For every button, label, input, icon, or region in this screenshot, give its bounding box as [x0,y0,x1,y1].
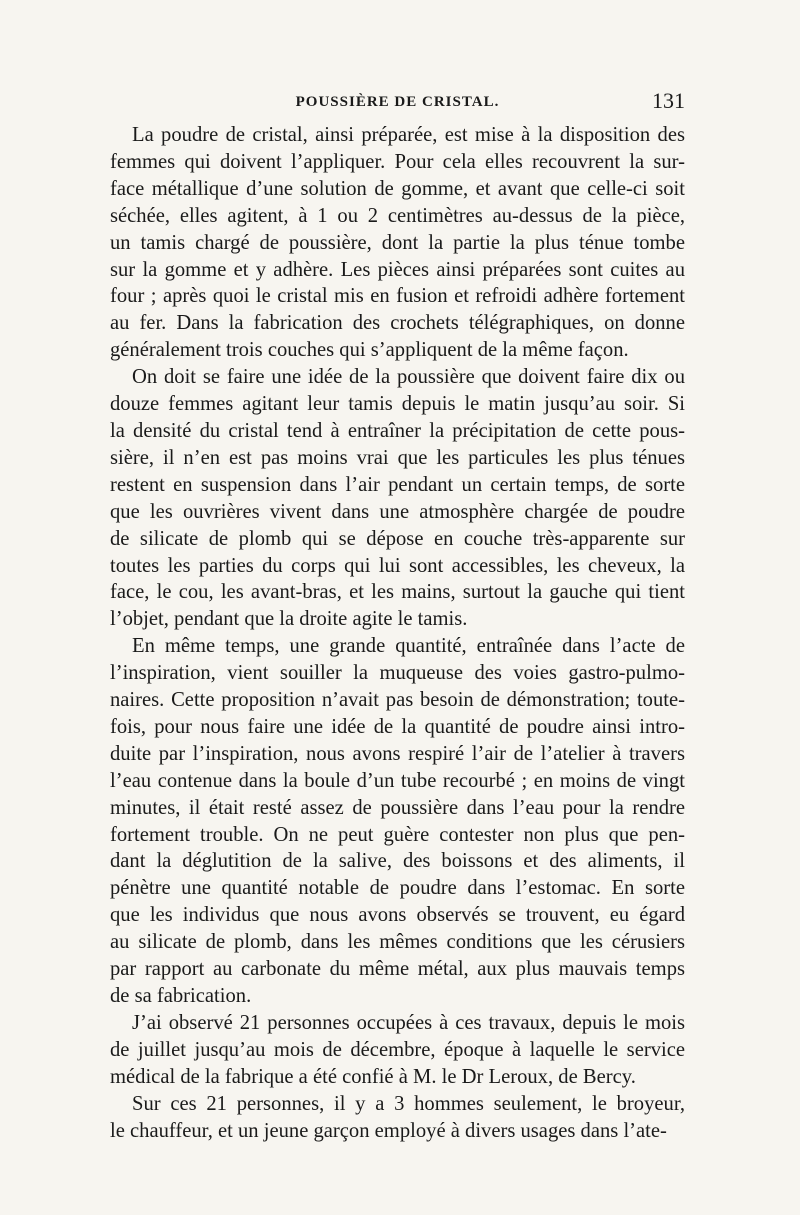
text-line: sur la gomme et y adhère. Les pièces ainsi préparées sont cuites au [110,258,685,281]
text-line: femmes qui doivent l’appliquer. Pour cela elles recouvrent la sur- [110,150,685,173]
text-line: un tamis chargé de poussière, dont la partie la plus ténue tombe [110,231,685,254]
text-line: au fer. Dans la fabrication des crochets télégraphiques, on donne [110,312,685,335]
body-text [110,122,685,1144]
running-title: POUSSIÈRE DE CRISTAL. [295,94,500,110]
text-line: sière, il n’en est pas moins vrai que les particules les plus ténues [110,446,685,469]
text-line: dant la déglutition de la salive, des boissons et des aliments, il [110,850,685,873]
text-line: l’inspiration, vient souiller la muqueuse des voies gastro-pulmo- [110,662,685,685]
text-line: fortement trouble. On ne peut guère contester non plus que pen- [110,823,685,846]
text-line: face métallique d’une solution de gomme, et avant que celle-ci soit [110,177,685,200]
text-line: douze femmes agitant leur tamis depuis le matin jusqu’au soir. Si [110,393,685,416]
paragraph [110,1091,685,1145]
text-line: le chauffeur, et un jeune garçon employé à divers usages dans l’ate- [110,1119,667,1142]
text-line: de sa fabrication. [110,985,252,1007]
text-line: pénètre une quantité notable de poudre dans l’estomac. En sorte [110,877,685,900]
text-line: la densité du cristal tend à entraîner la précipitation de cette pous- [110,419,685,442]
text-line: En même temps, une grande quantité, entraînée dans l’acte de [132,635,685,658]
text-line: médical de la fabrique a été confié à M. le Dr Leroux, de Bercy. [110,1065,636,1088]
text-line: au silicate de plomb, dans les mêmes conditions que les cérusiers [110,931,685,954]
text-line: La poudre de cristal, ainsi préparée, est mise à la disposition des [132,124,685,146]
text-line: de silicate de plomb qui se dépose en couche très-apparente sur [110,527,685,550]
paragraph [110,1010,685,1091]
text-line: four ; après quoi le cristal mis en fusion et refroidi adhère fortement [110,285,685,308]
text-line: restent en suspension dans l’air pendant un certain temps, de sorte [110,473,685,496]
text-line: Sur ces 21 personnes, il y a 3 hommes seulement, le broyeur, [132,1092,685,1115]
text-line: On doit se faire une idée de la poussière que doivent faire dix ou [132,366,685,389]
text-line: face, le cou, les avant-bras, et les mains, surtout la gauche qui tient [110,581,685,604]
running-head [110,88,685,118]
text-line: fois, pour nous faire une idée de la quantité de poudre ainsi intro- [110,715,685,738]
text-line: généralement trois couches qui s’appliquent de la même façon. [110,339,629,362]
text-line: J’ai observé 21 personnes occupées à ces travaux, depuis le mois [132,1011,685,1034]
text-line: que les ouvrières vivent dans une atmosphère chargée de poudre [110,500,685,523]
text-line: toutes les parties du corps qui lui sont accessibles, les cheveux, la [110,554,685,577]
text-line: duite par l’inspiration, nous avons respiré l’air de l’atelier à travers [110,742,685,765]
text-line: par rapport au carbonate du même métal, aux plus mauvais temps [110,958,685,981]
paragraph [110,122,685,364]
paragraph [110,633,685,1010]
text-line: minutes, il était resté assez de poussière dans l’eau pour la rendre [110,796,685,819]
text-line: séchée, elles agitent, à 1 ou 2 centimètres au-dessus de la pièce, [110,204,685,227]
text-line: l’eau contenue dans la boule d’un tube recourbé ; en moins de vingt [110,769,685,792]
text-line: que les individus que nous avons observés se trouvent, eu égard [110,904,685,927]
text-line: de juillet jusqu’au mois de décembre, époque à laquelle le service [110,1038,685,1061]
text-line: l’objet, pendant que la droite agite le tamis. [110,608,468,631]
book-page [110,88,685,1198]
paragraph [110,364,685,633]
page-number: 131 [652,88,685,113]
text-line: naires. Cette proposition n’avait pas besoin de démonstration; toute- [110,689,685,712]
